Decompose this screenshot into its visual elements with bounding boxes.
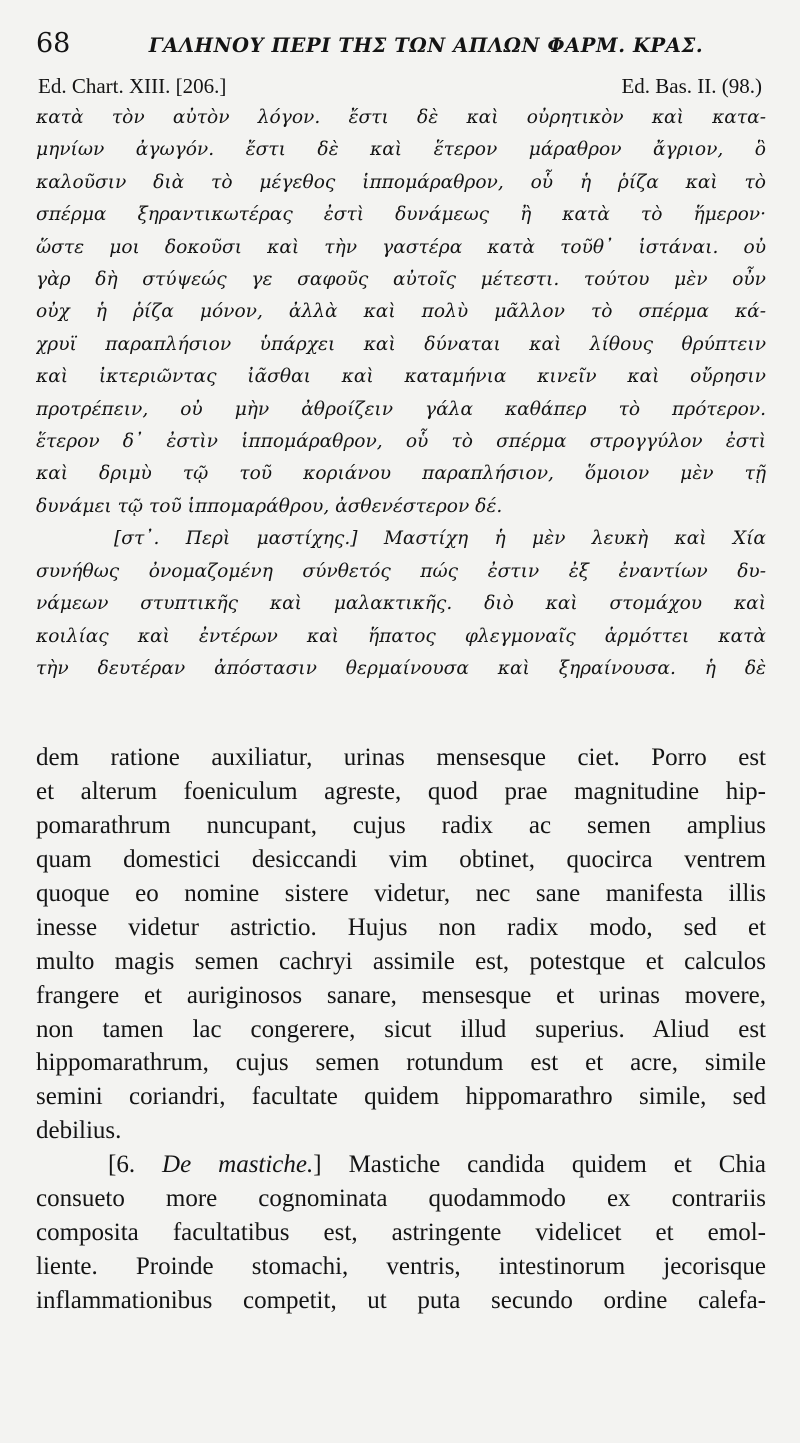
greek-section-first-line [36,523,766,555]
latin-section-opening: Mastiche candida quidem et Chia [348,1151,766,1179]
latin-line: inflammationibus competit, ut puta secundo ordine calefa- [36,1286,766,1314]
latin-section-title: De mastiche. [162,1151,314,1179]
greek-line: νάμεων στυπτικῆς καὶ μαλακτικῆς. διὸ καὶ στομάχου καὶ [36,593,766,615]
latin-line: liente. Proinde stomachi, ventris, intestinorum jecorisque [36,1252,766,1280]
running-head [36,28,766,72]
latin-line: debilius. [36,1117,122,1145]
latin-line: quam domestici desiccandi vim obtinet, quocirca ventrem [36,846,766,874]
latin-line: et alterum foeniculum agreste, quod prae magnitudine hip- [36,778,766,806]
latin-line: quoque eo nomine sistere videtur, nec sane manifesta illis [36,879,766,907]
greek-section-opening: Μαστίχη ἡ μὲν λευκὴ καὶ Χία [383,528,766,550]
page-number: 68 [36,28,71,59]
greek-line: καὶ ἰκτεριῶντας ἰᾶσθαι καὶ καταμήνια κινεῖν καὶ οὔρησιν [36,366,766,388]
column-gap [36,685,766,741]
greek-line: καὶ δριμὺ τῷ τοῦ κοριάνου παραπλήσιον, ὅμοιον μὲν τῇ [36,463,766,485]
latin-line: semini coriandri, facultate quidem hippomarathro simile, sed [36,1083,766,1111]
greek-section-heading: [στ᾽. Περὶ μαστίχης.] [114,528,358,550]
latin-line: consueto more cognominata quodammodo ex contrariis [36,1185,766,1213]
greek-line: γὰρ δὴ στύψεώς γε σαφοῦς αὐτοῖς μέτεστι. τούτου μὲν οὖν [36,269,766,291]
greek-line: τὴν δευτέραν ἀπόστασιν θερμαίνουσα καὶ ξηραίνουσα. ἡ δὲ [36,657,766,679]
greek-line: ὥστε μοι δοκοῦσι καὶ τὴν γαστέρα κατὰ τοῦθ᾽ ἱστάναι. οὐ [36,236,766,258]
greek-line: συνήθως ὀνομαζομένη σύνθετός πώς ἐστιν ἐξ ἐναντίων δυ- [36,560,766,582]
running-title: ΓΑΛΗΝΟΥ ΠΕΡΙ ΤΗΣ ΤΩΝ ΑΠΛΩΝ ΦΑΡΜ. ΚΡΑΣ. [148,34,704,57]
latin-line: inesse videtur astrictio. Hujus non radix modo, sed et [36,913,766,941]
edition-left: Ed. Chart. XIII. [206.] [38,74,227,98]
greek-line: κοιλίας καὶ ἐντέρων καὶ ἥπατος φλεγμοναῖς ἁρμόττει κατὰ [36,625,766,647]
latin-line: hippomarathrum, cujus semen rotundum est et acre, simile [36,1049,766,1077]
latin-line: non tamen lac congerere, sicut illud superius. Aliud est [36,1015,766,1043]
latin-line: dem ratione auxiliatur, urinas mensesque ciet. Porro est [36,744,766,772]
greek-text [36,102,766,685]
greek-line: σπέρμα ξηραντικωτέρας ἐστὶ δυνάμεως ἢ κατὰ τὸ ἥμερον· [36,204,766,226]
greek-line: δυνάμει τῷ τοῦ ἱππομαράθρου, ἀσθενέστερον δέ. [36,495,503,517]
edition-right: Ed. Bas. II. (98.) [621,74,762,98]
greek-line: καλοῦσιν διὰ τὸ μέγεθος ἱππομάραθρον, οὗ ἡ ῥίζα καὶ τὸ [36,171,766,193]
greek-line: μηνίων ἀγωγόν. ἔστι δὲ καὶ ἕτερον μάραθρον ἄγριον, ὃ [36,139,766,161]
greek-line: χρυϊ παραπλήσιον ὑπάρχει καὶ δύναται καὶ λίθους θρύπτειν [36,333,766,355]
latin-section-first-line [36,1148,766,1182]
greek-line: προτρέπειν, οὐ μὴν ἀθροίζειν γάλα καθάπερ τὸ πρότερον. [36,398,766,420]
greek-line: ἕτερον δ᾽ ἐστὶν ἱππομάραθρον, οὗ τὸ σπέρμα στρογγύλον ἐστὶ [36,431,766,453]
latin-line: pomarathrum nuncupant, cujus radix ac semen amplius [36,812,766,840]
latin-text [36,741,766,1317]
latin-line: multo magis semen cachryi assimile est, potestque et calculos [36,947,766,975]
latin-line: frangere et auriginosos sanare, mensesque et urinas movere, [36,981,766,1009]
greek-line: οὐχ ἡ ῥίζα μόνον, ἀλλὰ καὶ πολὺ μᾶλλον τὸ σπέρμα κά- [36,301,766,323]
edition-reference-row [38,72,762,100]
latin-line: composita facultatibus est, astringente videlicet et emol- [36,1219,766,1246]
greek-line: κατὰ τὸν αὐτὸν λόγον. ἔστι δὲ καὶ οὐρητικὸν καὶ κατα- [36,107,766,128]
latin-section-heading: [6. De mastiche.] [108,1151,322,1179]
